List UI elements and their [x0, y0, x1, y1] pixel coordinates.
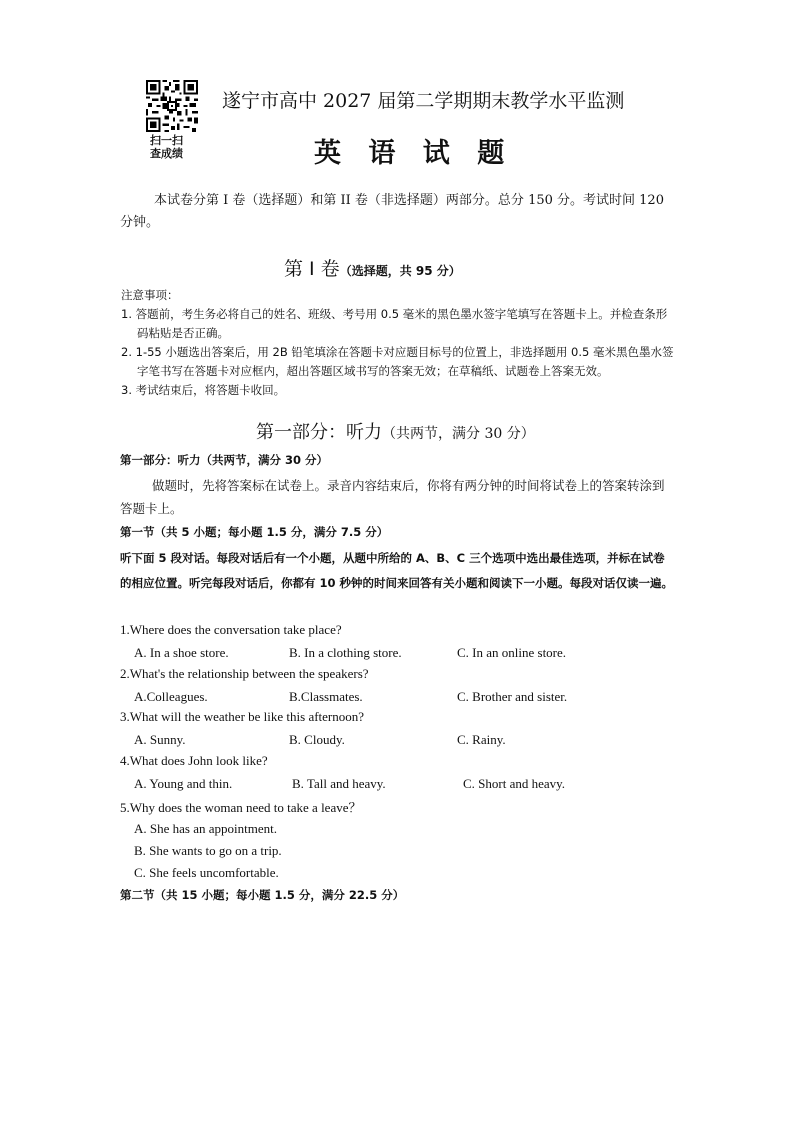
question-5-option-a: A. She has an appointment.	[134, 821, 277, 836]
question-1-option-b: B. In a clothing store.	[289, 645, 402, 660]
intro-paragraph: 本试卷分第 I 卷（选择题）和第 II 卷（非选择题）两部分。总分 150 分。考试时间 120 分钟。	[120, 193, 664, 230]
question-3-option-b: B. Cloudy.	[289, 732, 345, 747]
part-1-subtitle: （共两节，满分 30 分）	[382, 426, 535, 442]
question-1-option-c: C. In an online store.	[457, 645, 567, 660]
notice-item-2: 2. 1-55 小题选出答案后，用 2B 铅笔填涂在答题卡对应题目标号的位置上，非选择题用 0.5 毫米黑色墨水签字笔书写在答题卡对应框内，超出答题区域书写的答案无效；在草稿纸、试题卷上答案无效。	[121, 345, 674, 378]
question-2-option-b: B.Classmates.	[289, 689, 363, 704]
question-4-option-c: C. Short and heavy.	[463, 776, 566, 791]
question-1: 1.Where does the conversation take place?	[120, 622, 342, 637]
volume-1-heading	[284, 254, 461, 281]
question-2: 2.What's the relationship between the speakers?	[120, 666, 369, 681]
part-1-heading	[256, 418, 535, 444]
question-2-option-c: C. Brother and sister.	[457, 689, 568, 704]
paper-title: 英 语 试 题	[314, 138, 514, 169]
question-4-option-a: A. Young and thin.	[134, 776, 233, 791]
question-3: 3.What will the weather be like this afternoon?	[120, 709, 365, 724]
part-1-header-line: 第一部分：听力（共两节，满分 30 分）	[120, 453, 329, 467]
question-3-option-c: C. Rainy.	[457, 732, 506, 747]
question-2-option-a: A.Colleagues.	[134, 689, 208, 704]
school-exam-header: 遂宁市高中 2027 届第二学期期末教学水平监测	[222, 90, 625, 112]
question-5-option-b: B. She wants to go on a trip.	[134, 843, 282, 858]
qr-caption-line-1: 扫一扫	[150, 134, 183, 147]
qr-caption-line-2: 查成绩	[150, 147, 183, 160]
notice-list	[121, 305, 676, 400]
volume-1-title: 第 Ⅰ 卷	[284, 258, 340, 280]
question-1-option-a: A. In a shoe store.	[134, 645, 229, 660]
notice-title: 注意事项：	[121, 288, 179, 302]
part-1-title: 第一部分：听力	[256, 422, 382, 443]
section-1-instruction: 听下面 5 段对话。每段对话后有一个小题，从题中所给的 A、B、C 三个选项中选出最佳选项，并标在试卷的相应位置。听完每段对话后，你都有 10 秒钟的时间来回答有关小题和阅读下一小题。每段对话仅读一遍。	[120, 551, 674, 590]
question-3-option-a: A. Sunny.	[134, 732, 186, 747]
question-5: 5.Why does the woman need to take a leave？	[120, 800, 362, 815]
volume-1-subtitle: （选择题，共 95 分）	[339, 264, 461, 278]
section-1-title: 第一节（共 5 小题；每小题 1.5 分，满分 7.5 分）	[120, 525, 389, 539]
question-4: 4.What does John look like?	[120, 753, 268, 768]
notice-item-3: 3. 考试结束后，将答题卡收回。	[121, 383, 286, 397]
question-4-option-b: B. Tall and heavy.	[292, 776, 386, 791]
notice-item-1: 1. 答题前，考生务必将自己的姓名、班级、考号用 0.5 毫米的黑色墨水签字笔填写在答题卡上。并检查条形码粘贴是否正确。	[121, 307, 668, 340]
question-5-option-c: C. She feels uncomfortable.	[134, 865, 279, 880]
part-1-instruction: 做题时，先将答案标在试卷上。录音内容结束后，你将有两分钟的时间将试卷上的答案转涂到答题卡上。	[120, 478, 665, 516]
qr-code-image	[146, 80, 198, 132]
section-2-title: 第二节（共 15 小题；每小题 1.5 分，满分 22.5 分）	[120, 888, 405, 902]
qr-caption	[150, 134, 183, 160]
